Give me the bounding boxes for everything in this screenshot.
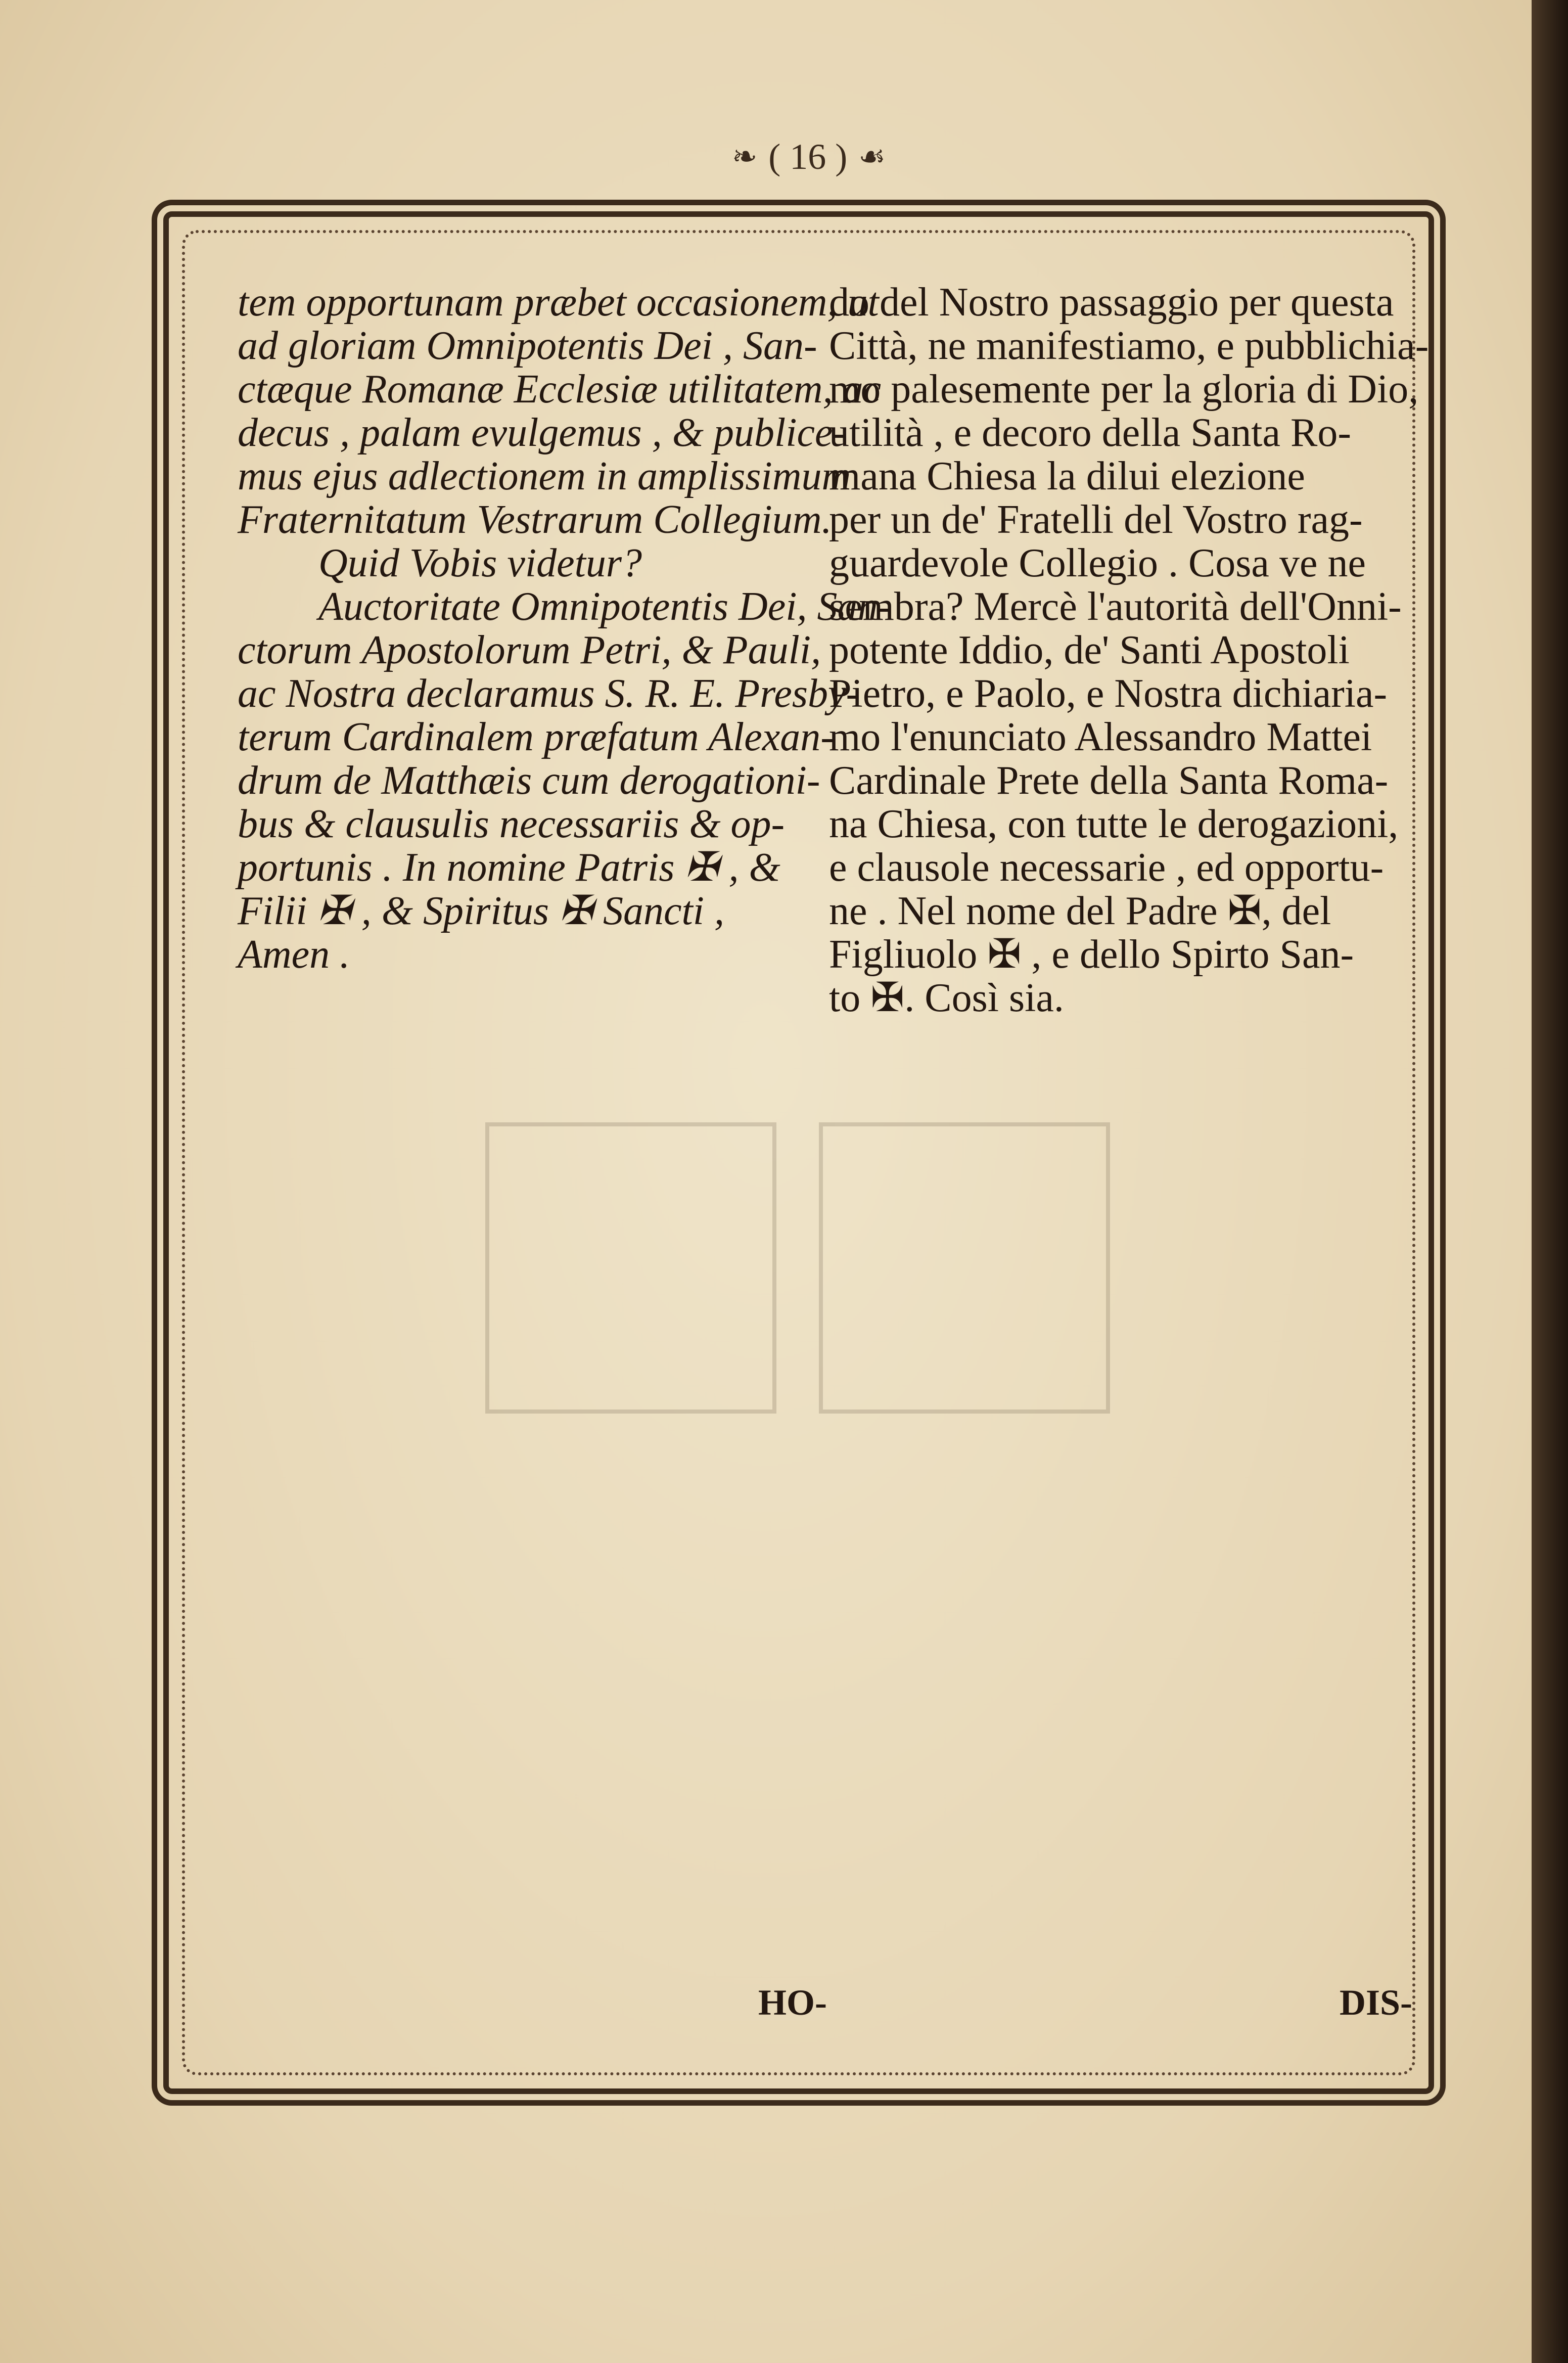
catchword-left: HO- — [758, 1982, 827, 2023]
text-line: Cardinale Prete della Santa Roma- — [829, 758, 1389, 803]
book-spine-edge — [1532, 0, 1568, 2363]
text-line: Filii ✠ , & Spiritus ✠ Sancti , — [238, 889, 724, 933]
text-line: to ✠. Così sia. — [829, 976, 1064, 1020]
text-line: ac Nostra declaramus S. R. E. Presby- — [238, 671, 860, 716]
text-line: per un de' Fratelli del Vostro rag- — [829, 497, 1363, 542]
text-line: potente Iddio, de' Santi Apostoli — [829, 628, 1350, 672]
text-line: mo palesemente per la gloria di Dio, — [829, 367, 1419, 412]
text-line: utilità , e decoro della Santa Ro- — [829, 411, 1352, 455]
latin-column — [238, 280, 892, 977]
text-line: Figliuolo ✠ , e dello Spirto San- — [829, 932, 1354, 977]
fleuron-icon: ☙ — [858, 140, 886, 173]
decorated-initial-shadow — [819, 1122, 1110, 1414]
text-line: drum de Matthæis cum derogationi- — [238, 758, 820, 803]
text-line: Amen . — [238, 932, 350, 977]
page-header — [677, 129, 940, 185]
show-through-reverse — [238, 1001, 1390, 2012]
text-line: ne . Nel nome del Padre ✠, del — [829, 889, 1331, 933]
text-line: mana Chiesa la dilui elezione — [829, 454, 1305, 498]
fleuron-icon: ❧ — [731, 140, 758, 173]
text-line: e clausole necessarie , ed opportu- — [829, 845, 1384, 890]
text-line: mo l'enunciato Alessandro Mattei — [829, 715, 1372, 759]
text-line: tem opportunam præbet occasionem, ut — [238, 280, 879, 325]
catchword-right: DIS- — [1340, 1982, 1413, 2023]
text-line: Auctoritate Omnipotentis Dei, San- — [318, 584, 892, 629]
text-line: Città, ne manifestiamo, e pubblichia- — [829, 324, 1429, 368]
text-line: mus ejus adlectionem in amplissimum — [238, 454, 851, 498]
text-line: Quid Vobis videtur? — [318, 541, 642, 585]
italian-column — [829, 280, 1429, 1020]
decorated-initial-shadow — [485, 1122, 776, 1414]
text-line: ctorum Apostolorum Petri, & Pauli, — [238, 628, 821, 672]
text-line: sembra? Mercè l'autorità dell'Onni- — [829, 584, 1402, 629]
text-line: ad gloriam Omnipotentis Dei , San- — [238, 324, 817, 368]
text-line: ctæque Romanæ Ecclesiæ utilitatem, ac — [238, 367, 882, 412]
text-line: na Chiesa, con tutte le derogazioni, — [829, 802, 1399, 846]
text-line: portunis . In nomine Patris ✠ , & — [238, 845, 780, 890]
text-line: Fraternitatum Vestrarum Collegium. — [238, 497, 832, 542]
text-line: bus & clausulis necessariis & op- — [238, 802, 785, 846]
text-line: terum Cardinalem præfatum Alexan- — [238, 715, 834, 759]
text-line: do del Nostro passaggio per questa — [829, 280, 1394, 325]
text-line: Pietro, e Paolo, e Nostra dichiaria- — [829, 671, 1388, 716]
text-line: guardevole Collegio . Cosa ve ne — [829, 541, 1366, 585]
page-number: ( 16 ) — [768, 136, 848, 177]
text-line: decus , palam evulgemus , & publice- — [238, 411, 847, 455]
